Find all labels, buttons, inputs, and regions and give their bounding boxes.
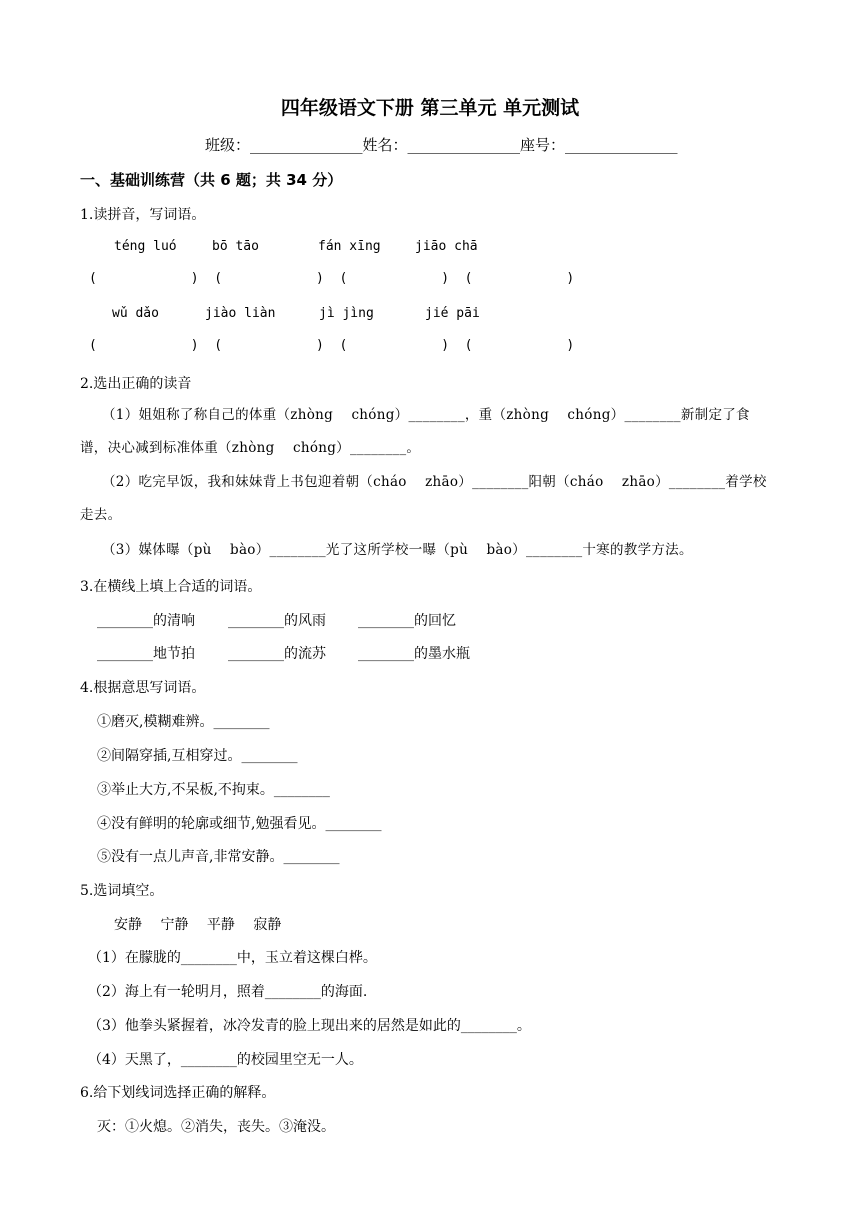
pinyin-item: wǔ dǎo <box>112 306 159 321</box>
definition-item: ①磨灭,模糊难辨。________ <box>97 714 270 730</box>
section-heading: 一、基础训练营（共 6 题；共 34 分） <box>80 171 343 189</box>
question-2-part-1 <box>80 399 775 465</box>
question-5-title: 5.选词填空。 <box>80 883 164 899</box>
definition-item: ③举止大方,不呆板,不拘束。________ <box>97 782 330 798</box>
question-6-title: 6.给下划线词选择正确的解释。 <box>80 1085 276 1101</box>
pinyin-item: bō tāo <box>212 239 259 254</box>
answer-brackets: ( ) ( ) ( ) ( ) <box>89 271 575 286</box>
question-2-part-3 <box>80 534 775 567</box>
question-4-title: 4.根据意思写词语。 <box>80 680 206 696</box>
question-2-part-2 <box>80 466 775 532</box>
definition-item: ④没有鲜明的轮廓或细节,勉强看见。________ <box>97 816 382 832</box>
fill-blank-item: ________的墨水瓶 <box>358 646 470 662</box>
fill-blank-sentence: （3）他拳头紧握着，冰冷发青的脸上现出来的居然是如此的________。 <box>88 1018 531 1034</box>
question-2-title: 2.选出正确的读音 <box>80 376 192 392</box>
question-3-title: 3.在横线上填上合适的词语。 <box>80 579 262 595</box>
fill-blank-sentence: （4）天黑了，________的校园里空无一人。 <box>88 1052 363 1068</box>
page-title: 四年级语文下册 第三单元 单元测试 <box>280 97 580 119</box>
definition-options: 灭：①火熄。②消失，丧失。③淹没。 <box>97 1119 335 1135</box>
question-1-title: 1.读拼音，写词语。 <box>80 207 206 223</box>
pinyin-item: jiāo chā <box>415 239 478 254</box>
pinyin-item: fán xīng <box>318 239 381 254</box>
word-choices: 安静 宁静 平静 寂静 <box>114 917 282 933</box>
fill-blank-sentence: （1）在朦胧的________中，玉立着这棵白桦。 <box>88 950 377 966</box>
pinyin-item: téng luó <box>114 239 177 254</box>
definition-item: ⑤没有一点儿声音,非常安静。________ <box>97 849 340 865</box>
pinyin-item: jì jìng <box>319 306 374 321</box>
pinyin-item: jié pāi <box>425 306 480 321</box>
student-info-line: 班级：_______________姓名：_______________座号：_______________ <box>205 136 678 154</box>
definition-item: ②间隔穿插,互相穿过。________ <box>97 748 298 764</box>
fill-blank-item: ________的回忆 <box>358 613 456 629</box>
question-2-part-2-text: （2）吃完早饭，我和妹妹背上书包迎着朝（cháo zhāo）________阳朝（cháo zhāo）________着学校走去。 <box>80 474 767 523</box>
fill-blank-item: ________的风雨 <box>228 613 326 629</box>
fill-blank-item: ________地节拍 <box>97 646 195 662</box>
fill-blank-sentence: （2）海上有一轮明月，照着________的海面. <box>88 984 368 1000</box>
fill-blank-item: ________的清响 <box>97 613 195 629</box>
question-2-part-3-text: （3）媒体曝（pù bào）________光了这所学校一曝（pù bào）________十寒的教学方法。 <box>102 542 693 558</box>
fill-blank-item: ________的流苏 <box>228 646 326 662</box>
pinyin-item: jiào liàn <box>205 306 276 321</box>
answer-brackets: ( ) ( ) ( ) ( ) <box>89 338 575 353</box>
question-2-part-1-text: （1）姐姐称了称自己的体重（zhòng chóng）________，重（zhòng chóng）________新制定了食谱，决心减到标准体重（zhòng chóng）________。 <box>80 407 750 456</box>
